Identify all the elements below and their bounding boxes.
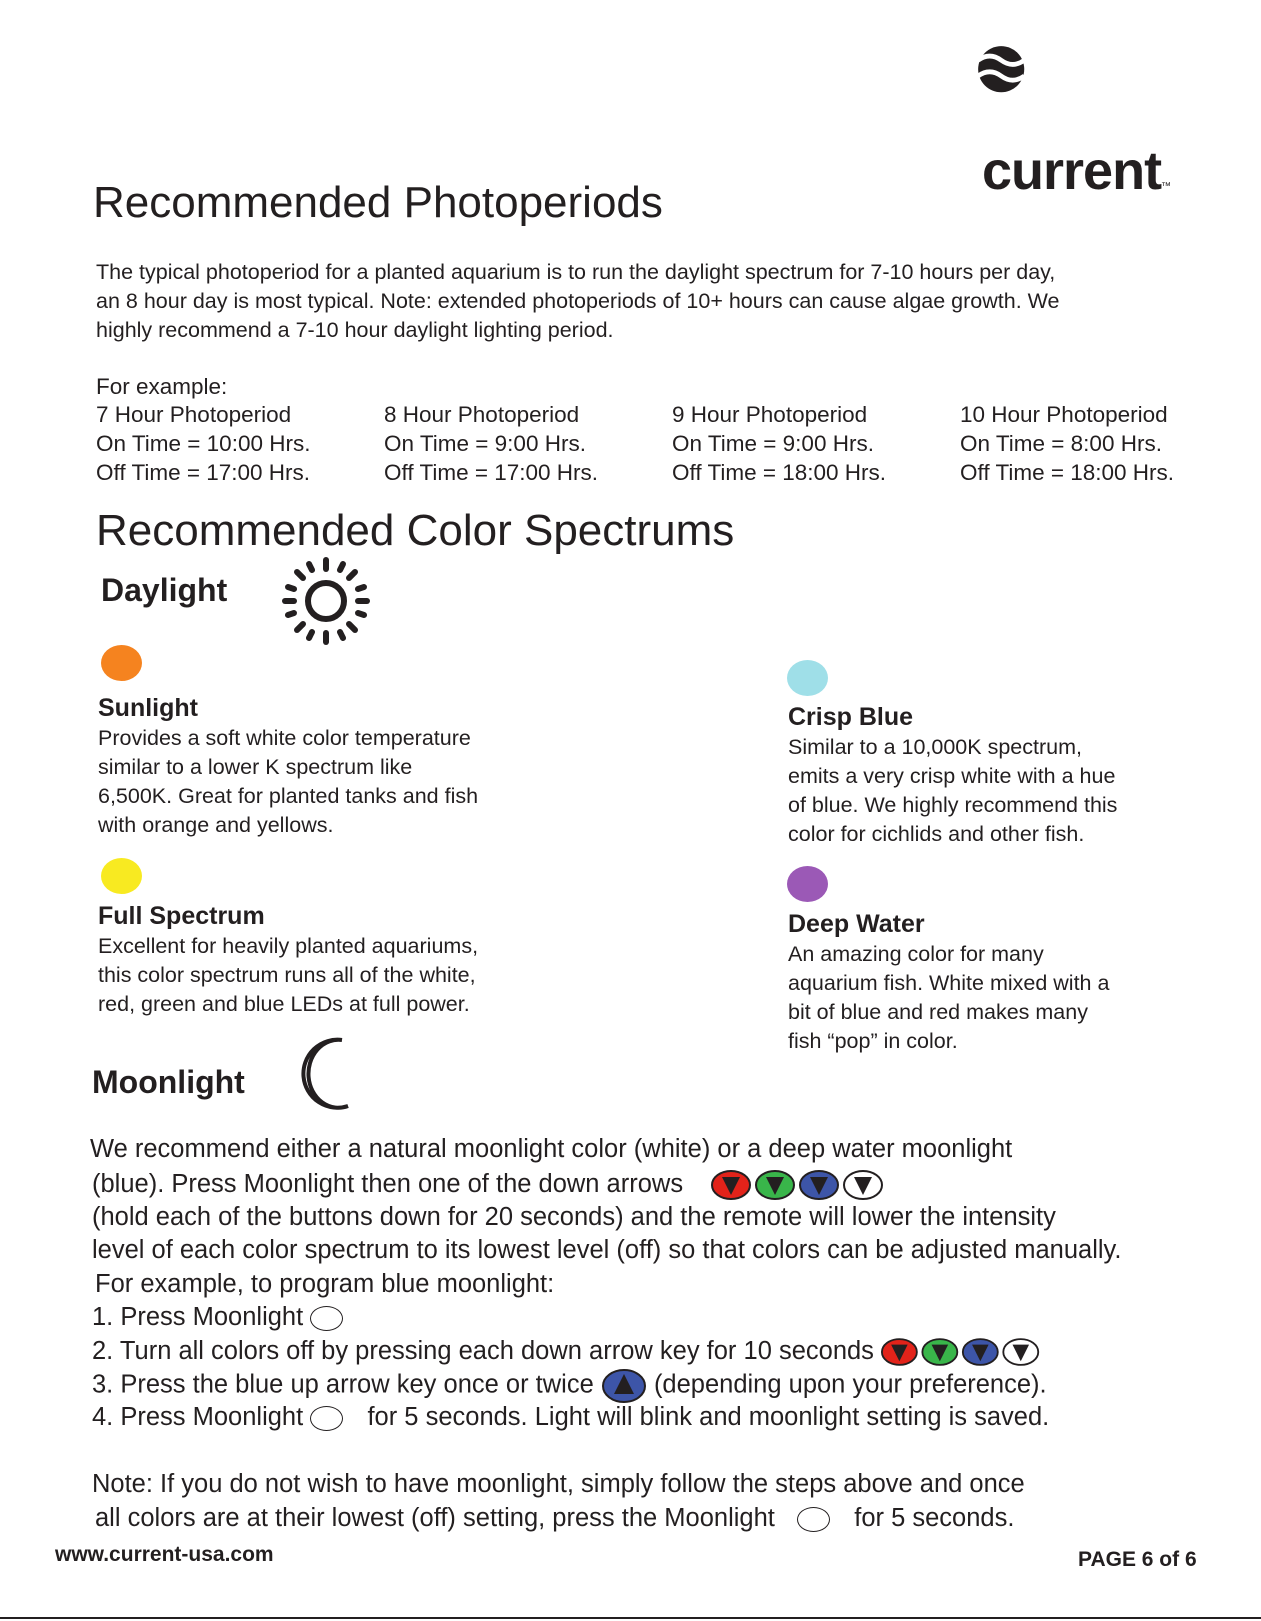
current-logo-icon — [975, 40, 1085, 135]
blue-up-arrow-button-icon — [601, 1368, 647, 1404]
crisp-blue-color-dot — [787, 660, 828, 696]
moonlight-line-3: (hold each of the buttons down for 20 seconds) and the remote will lower the intensity — [92, 1203, 1056, 1231]
page-number: PAGE 6 of 6 — [1078, 1548, 1197, 1571]
bottom-rule — [0, 1617, 1261, 1619]
photoperiods-title: Recommended Photoperiods — [93, 178, 663, 227]
deep-water-name: Deep Water — [788, 910, 925, 938]
photoperiod-column-7: 7 Hour Photoperiod On Time = 10:00 Hrs. Off Time = 17:00 Hrs. — [96, 402, 311, 485]
photoperiod-column-9: 9 Hour Photoperiod On Time = 9:00 Hrs. Off Time = 18:00 Hrs. — [672, 402, 887, 485]
spectrums-title: Recommended Color Spectrums — [96, 506, 735, 555]
moonlight-heading: Moonlight — [92, 1064, 245, 1100]
moonlight-button-icon — [310, 1406, 343, 1431]
deep-water-description: An amazing color for many aquarium fish. White mixed with a bit of blue and red makes many fish “pop” in color. — [788, 942, 1110, 1053]
example-label: For example: — [96, 374, 228, 399]
full-spectrum-name: Full Spectrum — [98, 902, 265, 930]
photoperiod-column-10: 10 Hour Photoperiod On Time = 8:00 Hrs. Off Time = 18:00 Hrs. — [960, 402, 1175, 485]
moonlight-button-icon — [797, 1507, 830, 1532]
daylight-heading: Daylight — [101, 572, 228, 608]
moonlight-step-3: 3. Press the blue up arrow key once or twice (depending upon your preference). — [92, 1368, 1047, 1404]
sun-icon — [278, 556, 374, 646]
full-spectrum-description: Excellent for heavily planted aquariums, this color spectrum runs all of the white, red, green and blue LEDs at full power. — [98, 934, 479, 1016]
moonlight-note-1: Note: If you do not wish to have moonlight, simply follow the steps above and once — [92, 1470, 1025, 1498]
moonlight-button-icon — [310, 1306, 343, 1331]
photoperiods-intro: The typical photoperiod for a planted aquarium is to run the daylight spectrum for 7-10 hours per day, an 8 hour day is most typical. Note: extended photoperiods of 10+ hours can cause algae growth. We highly recommend a 7-10 hour daylight lighting period. — [96, 260, 1060, 342]
moonlight-line-4: level of each color spectrum to its lowest level (off) so that colors can be adjusted manually. — [92, 1236, 1122, 1264]
footer-website: www.current-usa.com — [55, 1543, 274, 1566]
moonlight-step-4: 4. Press Moonlight for 5 seconds. Light will blink and moonlight setting is saved. — [92, 1403, 1050, 1431]
sunlight-description: Provides a soft white color temperature similar to a lower K spectrum like 6,500K. Great for planted tanks and fish with orange and yellows. — [98, 726, 479, 837]
moonlight-line-1: We recommend either a natural moonlight color (white) or a deep water moonlight — [90, 1135, 1013, 1163]
crisp-blue-description: Similar to a 10,000K spectrum, emits a very crisp white with a hue of blue. We highly recommend this color for cichlids and other fish. — [788, 735, 1118, 846]
sunlight-color-dot — [101, 645, 142, 681]
logo-wordmark: current™ — [982, 141, 1171, 201]
full-spectrum-color-dot — [101, 858, 142, 894]
moonlight-example-label: For example, to program blue moonlight: — [95, 1270, 555, 1298]
moonlight-step-2: 2. Turn all colors off by pressing each down arrow key for 10 seconds — [92, 1335, 1041, 1368]
moonlight-step-1: 1. Press Moonlight — [92, 1301, 343, 1334]
moonlight-note-2: all colors are at their lowest (off) setting, press the Moonlight for 5 seconds. — [95, 1504, 1015, 1532]
deep-water-color-dot — [787, 866, 828, 902]
photoperiod-column-8: 8 Hour Photoperiod On Time = 9:00 Hrs. Off Time = 17:00 Hrs. — [384, 402, 599, 485]
moon-icon — [290, 1036, 356, 1110]
crisp-blue-name: Crisp Blue — [788, 703, 914, 731]
moonlight-line-2: (blue). Press Moonlight then one of the down arrows — [92, 1168, 885, 1201]
sunlight-name: Sunlight — [98, 694, 198, 722]
down-arrow-buttons-icon — [881, 1336, 1041, 1368]
down-arrow-buttons-icon — [711, 1169, 885, 1201]
